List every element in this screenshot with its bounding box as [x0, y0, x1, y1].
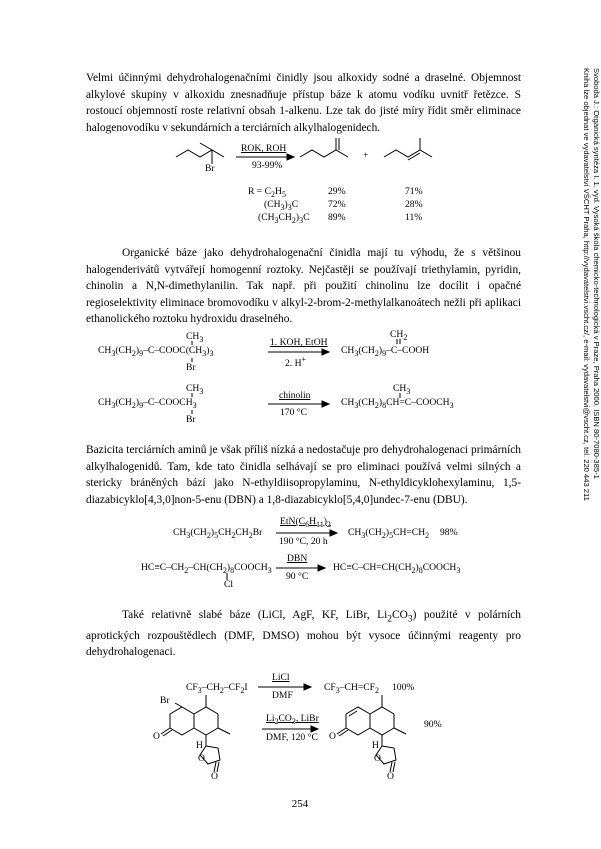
- table-cell: 11%: [405, 212, 423, 223]
- table-row-r: $R = C_2H_5$: [248, 186, 286, 199]
- scheme2-cond2b: 170 °C: [280, 407, 308, 418]
- paragraph-1: Velmi účinnými dehydrohalogenačními činidly jsou alkoxidy sodné a draselné. Objemnost alkylové skupiny v alkoxidu znesnadňuje přístup báze k atomu vodíku uvnitř řetězce. S rostoucí objemností roste relativní obsah 1-alkenu. Lze tak do jisté míry řídit směr eliminace halogenovodíku v sekundárních a terciárních alkylhalogenidech.: [86, 72, 521, 134]
- scheme2-ch3-b: $CH_3$: [186, 383, 204, 396]
- scheme4-o5: O: [374, 753, 381, 764]
- scheme3-y1: 98%: [440, 527, 458, 538]
- paragraph-3: Bazicita terciárních aminů je však příliš nízká a nedostačuje pro dehydrohalogenaci primárních alkylhalogenidů. Tam, kde tato činidla selhávají se pro eliminaci používá velmi silných a stericky bráněných bází jako N-ethyldiisopropylaminu, N-ethyldicyklohexylaminu, 1,5-diazabicyklo[4,3,0]non-5-enu (DBN) a 1,8-diazabicyklo[5,4,0]undec-7-enu (DBU).: [86, 444, 521, 506]
- scheme4-cond2b: DMF, 120 °C: [266, 732, 318, 743]
- scheme3-cond2b: 90 °C: [286, 571, 309, 582]
- scheme2-cond2a: chinolin: [279, 390, 311, 401]
- scheme2-br-b: Br: [186, 414, 196, 425]
- scheme3-cond1b: 190 °C, 20 h: [279, 536, 328, 547]
- scheme4-p1: $CF_3-CH=CF_2$: [324, 682, 380, 695]
- scheme2-p2-top: $CH_3$: [393, 383, 411, 396]
- scheme4-y1: 100%: [392, 682, 415, 693]
- scheme3-p2: $HC\equiv C-CH=CH(CH_2)_8COOCH_3$: [333, 562, 461, 575]
- scheme2-cond1b: 2. H+: [285, 355, 307, 370]
- scheme1-br: Br: [205, 163, 215, 174]
- scheme4-o4: O: [329, 731, 336, 742]
- scheme1-plus: +: [363, 150, 369, 161]
- scheme2-p2: $CH_3(CH_2)_8CH=C-COOCH_3$: [341, 397, 454, 410]
- table-row-r: $(CH_3)_3C$: [264, 199, 299, 212]
- scheme4-sm1: $CF_3-CH_2-CF_2I$: [186, 682, 248, 695]
- scheme2-sm1: $CH_3(CH_2)_9-C-COOC(CH_3)_3$: [98, 345, 214, 358]
- scheme3-sm1: $CH_3(CH_2)_5CH_2CH_2Br$: [173, 527, 263, 540]
- table-cell: 89%: [328, 212, 346, 223]
- scheme2-p1-top: $CH_2$: [390, 329, 408, 342]
- scheme4-o2: O: [198, 753, 205, 764]
- scheme2-br: Br: [186, 362, 196, 373]
- scheme4-o1: O: [153, 731, 160, 742]
- paragraph-2: Organické báze jako dehydrohalogenační činidla mají tu výhodu, že s většinou halogenderivátů vytvářejí homogenní roztoky. Nejčastěji se používají triethylamin, pyridin, chinolin a N,N-dimethylanilin. Tak např. při použití chinolinu lze docílit i opačné regioselektivity eliminace bromovodíku v alkyl-2-brom-2-methylalkanoátech nežli při aplikaci ethanolického roztoku hydroxidu draselného.: [86, 247, 521, 326]
- scheme2-sm2: $CH_3(CH_2)_9-C-COOCH_3$: [98, 397, 197, 410]
- table-cell: 29%: [328, 186, 346, 197]
- citation-line-2: Kniha lze objednat ve vydavatelství VŠCHT Praha, http://vydavatelstvi.vscht.cz/, e-mail: vydavatelstvi@vscht.cz, tel. 220 443 211: [582, 68, 591, 501]
- scheme4-y2: 90%: [424, 719, 442, 730]
- table-cell: 72%: [328, 199, 346, 210]
- scheme3-cond1a: $EtN(C_6H_{11})_2$: [280, 516, 331, 529]
- scheme4-h1: H: [196, 740, 203, 751]
- scheme1-conditions: ROK, ROH: [241, 143, 287, 154]
- table-row-r: $(CH_3CH_2)_3C$: [258, 212, 310, 225]
- citation-line-1: Svoboda J.: Organická syntéza I. 1. vyd. Vysoká škola chemicko-technologická v Praze, Praha 2000. ISBN 80-7080-385-1: [592, 68, 601, 479]
- scheme3-cl: Cl: [224, 579, 234, 590]
- scheme4-cond1b: DMF: [272, 690, 293, 701]
- scheme4-cond2a: $Li_2CO_3$, LiBr: [266, 713, 319, 726]
- scheme4-br: Br: [160, 695, 170, 706]
- scheme2-p1: $CH_3(CH_2)_9-C$–COOH: [341, 345, 430, 358]
- scheme4-o6: O: [387, 771, 394, 782]
- table-cell: 71%: [405, 186, 423, 197]
- scheme4-o3: O: [211, 771, 218, 782]
- scheme2-cond1a: 1. KOH, EtOH: [270, 337, 328, 348]
- scheme3-p1: $CH_3(CH_2)_5CH=CH_2$: [348, 527, 430, 540]
- scheme2-ch3: $CH_3$: [186, 331, 204, 344]
- scheme4-h2: H: [372, 740, 379, 751]
- scheme4-cond1a: LiCl: [272, 672, 290, 683]
- scheme1-yield: 93-99%: [252, 160, 283, 171]
- scheme3-sm2: $HC\equiv C-CH_2-CH(CH_2)_8COOCH_3$: [141, 562, 272, 575]
- paragraph-4: Také relativně slabé báze (LiCl, AgF, KF, LiBr, $Li_2CO_3$) použité v polárních aprotických rozpouštědlech (DMF, DMSO) mohou být vysoce účinnými reagenty pro dehydrohalogenaci.: [86, 609, 521, 659]
- page-number: 254: [291, 798, 309, 810]
- table-cell: 28%: [405, 199, 423, 210]
- scheme3-cond2a: DBN: [287, 553, 308, 564]
